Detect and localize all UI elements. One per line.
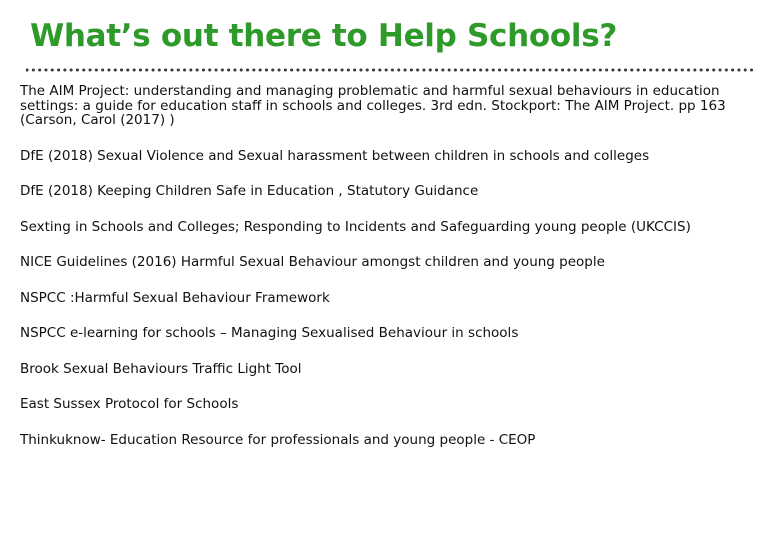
reference-item: NSPCC :Harmful Sexual Behaviour Framework — [20, 289, 330, 306]
reference-item: Brook Sexual Behaviours Traffic Light Tool — [20, 360, 302, 377]
page-title: What’s out there to Help Schools? — [30, 18, 618, 54]
reference-item: Thinkuknow- Education Resource for professionals and young people - CEOP — [20, 431, 536, 448]
reference-item: NSPCC e-learning for schools – Managing Sexualised Behaviour in schools — [20, 325, 519, 341]
reference-item: DfE (2018) Keeping Children Safe in Education , Statutory Guidance — [20, 183, 479, 199]
reference-item: East Sussex Protocol for Schools — [20, 396, 239, 412]
reference-list — [20, 84, 755, 447]
reference-item: DfE (2018) Sexual Violence and Sexual harassment between children in schools and colleges — [20, 147, 650, 164]
reference-item: NICE Guidelines (2016) Harmful Sexual Behaviour amongst children and young people — [20, 254, 605, 270]
dotted-divider — [26, 67, 754, 73]
reference-item: Sexting in Schools and Colleges; Responding to Incidents and Safeguarding young people (UKCCIS) — [20, 218, 691, 235]
reference-item: The AIM Project: understanding and managing problematic and harmful sexual behaviours in education settings: a guide for education staff in schools and colleges. 3rd edn. Stockport: The AIM Project. pp 163 (Carson, Carol (2017) ) — [20, 83, 726, 128]
